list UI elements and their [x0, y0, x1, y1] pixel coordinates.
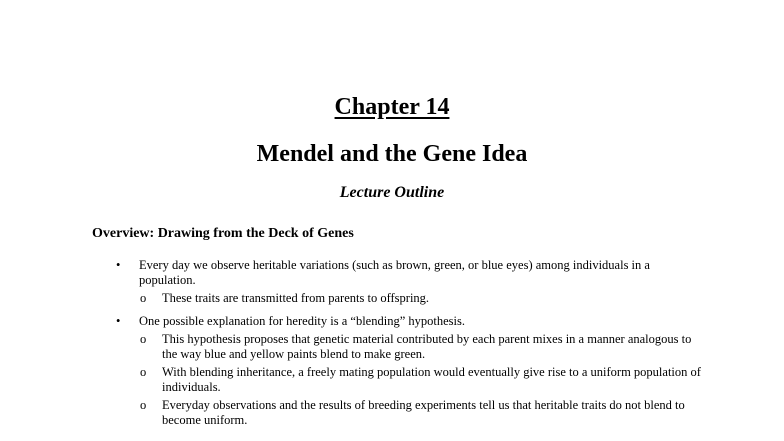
- outline-sub-bullet: [0, 332, 784, 362]
- outline-sub-bullet: [0, 398, 784, 428]
- bullet-marker: •: [116, 258, 121, 272]
- overview-heading: Overview: Drawing from the Deck of Genes: [92, 226, 354, 241]
- outline-bullet: [0, 258, 784, 306]
- sub-bullet-marker: o: [140, 398, 147, 412]
- sub-bullet-marker: o: [140, 332, 147, 346]
- outline-bullet: [0, 314, 784, 428]
- bullet-text: Every day we observe heritable variations (such as brown, green, or blue eyes) among individuals in a population.: [139, 258, 650, 287]
- bullet-marker: •: [116, 314, 121, 328]
- sub-bullet-text: This hypothesis proposes that genetic material contributed by each parent mixes in a manner analogous to the way blue and yellow paints blend to make green.: [162, 332, 692, 361]
- outline-list: [0, 258, 784, 436]
- lecture-outline-subtitle: Lecture Outline: [339, 184, 445, 201]
- sub-bullet-marker: o: [140, 365, 147, 379]
- sub-bullet-marker: o: [140, 291, 147, 305]
- sub-bullet-text: Everyday observations and the results of breeding experiments tell us that heritable traits do not blend to become uniform.: [162, 398, 685, 427]
- bullet-text: One possible explanation for heredity is a “blending” hypothesis.: [139, 314, 465, 328]
- chapter-heading-text: Chapter 14: [334, 94, 450, 120]
- chapter-title: Mendel and the Gene Idea: [256, 141, 528, 167]
- chapter-heading: [0, 94, 784, 121]
- outline-sub-bullet: [0, 291, 784, 306]
- outline-sub-bullet: [0, 365, 784, 395]
- sub-bullet-text: These traits are transmitted from parents to offspring.: [162, 291, 430, 305]
- sub-bullet-text: With blending inheritance, a freely mating population would eventually give rise to a uniform population of individuals.: [162, 365, 701, 394]
